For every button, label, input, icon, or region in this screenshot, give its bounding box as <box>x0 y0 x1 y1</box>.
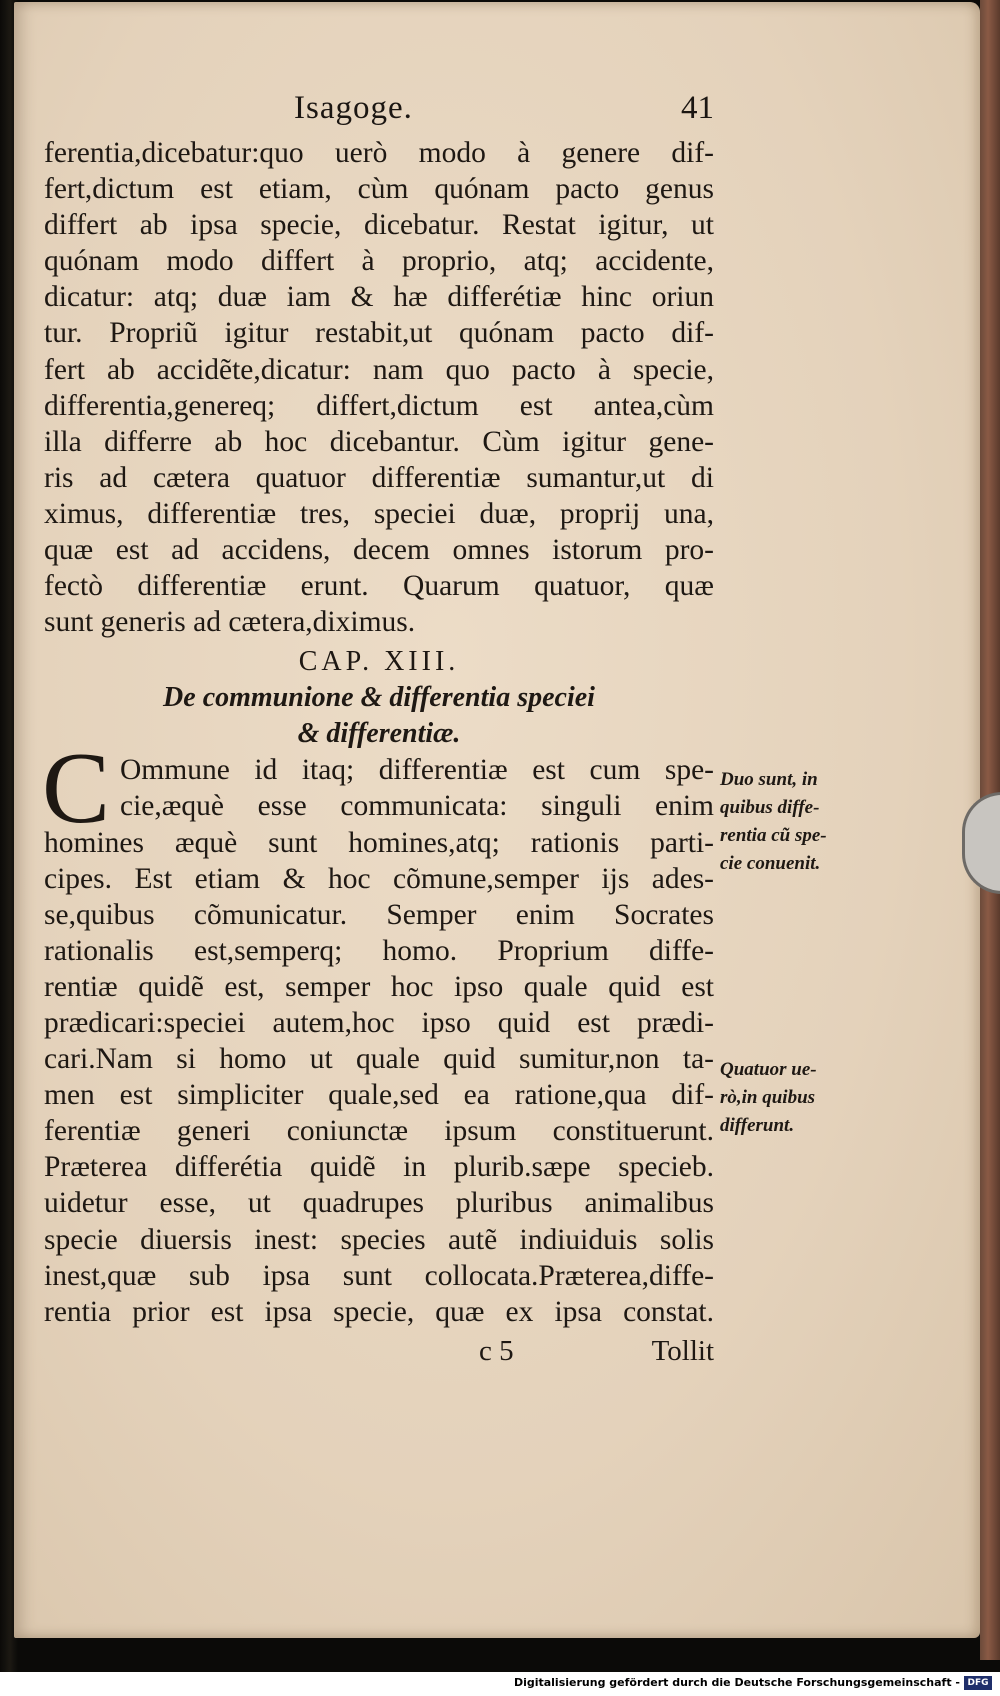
marginal-line: differunt. <box>720 1115 795 1136</box>
marginal-line: Duo sunt, in <box>720 769 818 790</box>
page-number: 41 <box>681 90 714 126</box>
text-line: illa differre ab hoc dicebantur. Cùm igitur gene- <box>44 425 714 458</box>
main-text <box>44 135 714 1330</box>
text-line: tur. Propriũ igitur restabit,ut quónam pacto dif- <box>44 317 714 350</box>
chapter-title-line-2: & differentiæ. <box>297 718 461 750</box>
marginal-note-1 <box>720 766 860 878</box>
text-line: Ommune id itaq; differentiæ est cum spe- <box>120 754 714 787</box>
text-line: sunt generis ad cætera,diximus. <box>44 606 416 639</box>
marginal-line: rò,in quibus <box>720 1087 816 1108</box>
drop-capital: C <box>42 732 111 846</box>
catchword: Tollit <box>651 1335 714 1367</box>
text-line: specie diuersis inest: species autẽ indiuiduis solis <box>44 1223 714 1256</box>
marginal-note-2 <box>720 1056 860 1140</box>
text-line: differentia,genereq; differt,dictum est antea,cùm <box>44 389 714 422</box>
chapter-number: CAP. XIII. <box>298 646 460 678</box>
digitization-footer <box>0 1672 1000 1696</box>
marginal-line: quibus diffe- <box>720 797 820 818</box>
marginal-line: rentia cũ spe- <box>720 825 827 846</box>
text-line: dicatur: atq; duæ iam & hæ differétiæ hinc oriun <box>44 281 714 314</box>
text-line: rentia prior est ipsa specie, quæ ex ipsa constat. <box>44 1295 714 1328</box>
marginal-line: cie conuenit. <box>720 853 821 874</box>
text-line: quónam modo differt à proprio, atq; accidente, <box>44 245 714 278</box>
running-title: Isagoge. <box>294 90 413 126</box>
text-line: ferentiæ generi coniunctæ ipsum constituerunt. <box>44 1115 714 1148</box>
catchword-line <box>44 1335 714 1375</box>
text-line: fectò differentiæ erunt. Quarum quatuor, quæ <box>44 570 714 603</box>
page-header <box>44 90 714 136</box>
text-line: ferentia,dicebatur:quo uerò modo à genere dif- <box>44 137 714 169</box>
text-line: fert,dictum est etiam, cùm quónam pacto genus <box>44 173 714 206</box>
text-line: rentiæ quidẽ est, semper hoc ipso quale quid est <box>44 970 714 1003</box>
text-line: quæ est ad accidens, decem omnes istorum pro- <box>44 534 714 567</box>
dfg-logo-icon: DFG <box>964 1676 992 1690</box>
text-line: differt ab ipsa specie, dicebatur. Restat igitur, ut <box>44 209 714 242</box>
text-line: fert ab accidẽte,dicatur: nam quo pacto à specie, <box>44 353 714 386</box>
text-line: Præterea differétia quidẽ in plurib.sæpe specieb. <box>44 1151 714 1184</box>
text-line: men est simpliciter quale,sed ea ratione,qua dif- <box>44 1079 714 1112</box>
text-line: uidetur esse, ut quadrupes pluribus animalibus <box>44 1187 714 1220</box>
text-line: se,quibus cõmunicatur. Semper enim Socrates <box>44 898 714 931</box>
marginal-line: Quatuor ue- <box>720 1059 817 1080</box>
text-line: inest,quæ sub ipsa sunt collocata.Præterea,diffe- <box>44 1259 714 1292</box>
text-line: cipes. Est etiam & hoc cõmune,semper ijs ades- <box>44 862 714 895</box>
text-line: ris ad cætera quatuor differentiæ sumantur,ut di <box>44 461 714 494</box>
signature-mark: c 5 <box>479 1335 514 1367</box>
funding-credit: Digitalisierung gefördert durch die Deutsche Forschungsgemeinschaft - <box>513 1676 960 1689</box>
text-line: prædicari:speciei autem,hoc ipso quid est prædi- <box>44 1006 714 1039</box>
chapter-heading <box>44 640 714 752</box>
text-line: rationalis est,semperq; homo. Proprium diffe- <box>44 934 714 967</box>
text-line: cie,æquè esse communicata: singuli enim <box>120 790 714 823</box>
text-line: ximus, differentiæ tres, speciei duæ, proprij una, <box>44 497 714 530</box>
text-line: cari.Nam si homo ut quale quid sumitur,non ta- <box>44 1043 714 1076</box>
chapter-title-line-1: De communione & differentia speciei <box>163 682 595 714</box>
text-line: homines æquè sunt homines,atq; rationis parti- <box>44 826 714 859</box>
